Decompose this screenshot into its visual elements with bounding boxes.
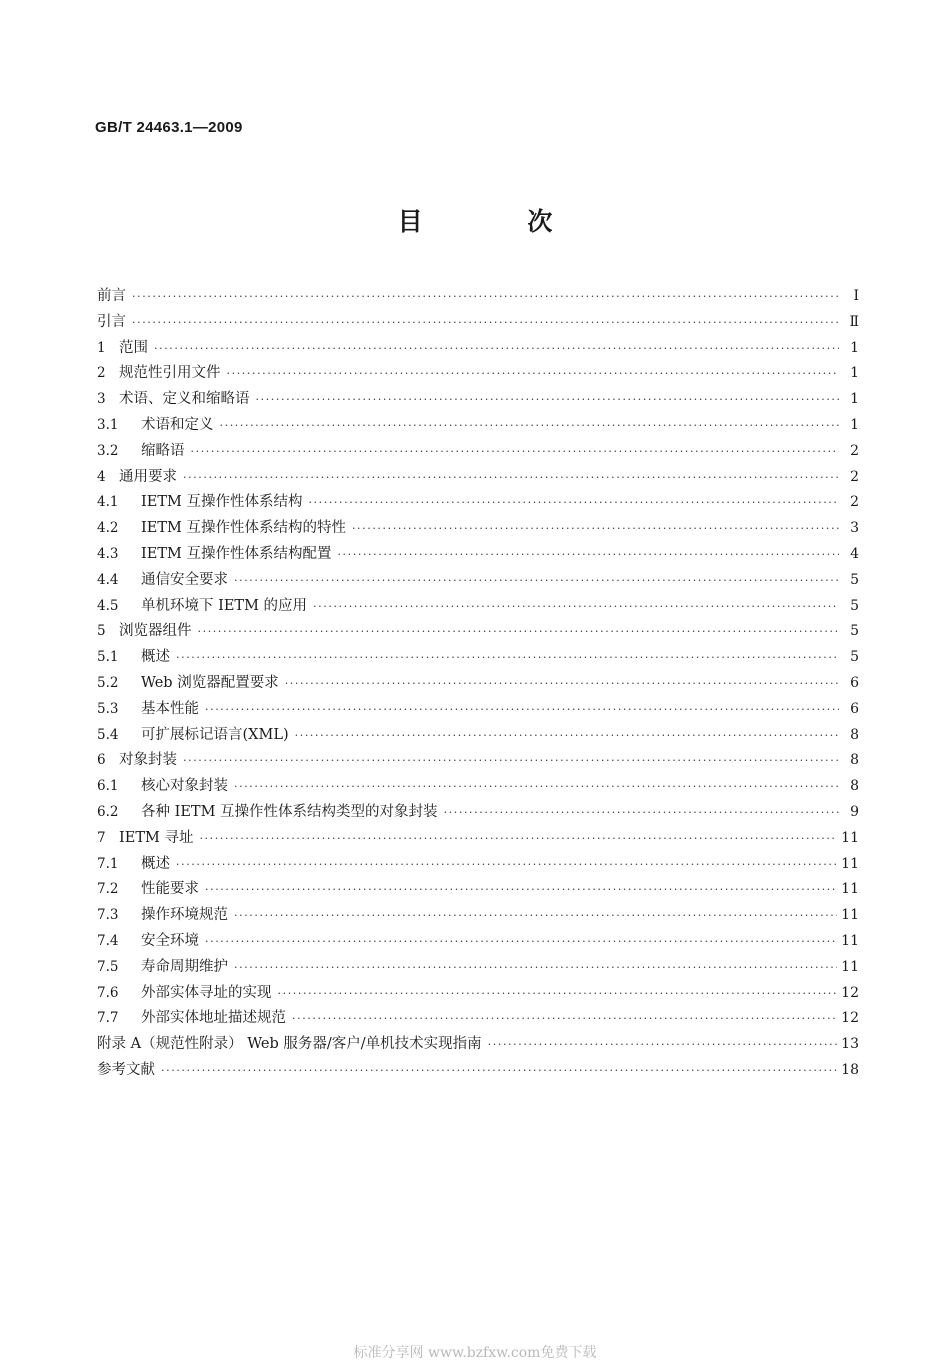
toc-dot-leader bbox=[352, 516, 839, 542]
toc-page-number: Ⅰ bbox=[853, 288, 859, 304]
toc-dot-leader bbox=[198, 619, 840, 645]
toc-section-title: 通信安全要求 bbox=[141, 571, 228, 588]
toc-dot-leader bbox=[444, 800, 839, 826]
toc-dot-leader bbox=[234, 568, 839, 594]
toc-section-number: 5.4 bbox=[97, 726, 119, 743]
toc-page-number: 2 bbox=[850, 494, 859, 511]
toc-entry[interactable] bbox=[97, 568, 859, 594]
toc-section-title: 引言 bbox=[97, 313, 126, 330]
toc-dot-leader bbox=[285, 671, 839, 697]
toc-section-title: IETM 互操作性体系结构的特性 bbox=[141, 520, 346, 537]
toc-section-title: 各种 IETM 互操作性体系结构类型的对象封装 bbox=[141, 803, 438, 820]
toc-entry[interactable] bbox=[97, 671, 859, 697]
toc-entry[interactable] bbox=[97, 852, 859, 878]
toc-section-number: 6 bbox=[97, 752, 106, 769]
toc-page-number: Ⅱ bbox=[849, 313, 859, 330]
toc-dot-leader bbox=[132, 284, 839, 310]
toc-section-number: 7.1 bbox=[97, 855, 119, 872]
toc-section-title: 术语和定义 bbox=[141, 416, 214, 433]
toc-dot-leader bbox=[199, 826, 837, 852]
toc-section-number: 7.5 bbox=[97, 958, 119, 975]
toc-section-title: 参考文献 bbox=[97, 1061, 155, 1078]
toc-section-title: Web 浏览器配置要求 bbox=[141, 674, 279, 691]
toc-section-number: 7.7 bbox=[97, 1010, 119, 1027]
toc-dot-leader bbox=[234, 774, 839, 800]
toc-entry[interactable] bbox=[97, 903, 859, 929]
toc-page-number: 9 bbox=[850, 803, 859, 820]
toc-page-number: 11 bbox=[841, 881, 859, 898]
toc-section-title: 外部实体寻址的实现 bbox=[141, 984, 272, 1001]
toc-entry[interactable] bbox=[97, 542, 859, 568]
toc-page-number: 5 bbox=[850, 571, 859, 588]
toc-dot-leader bbox=[234, 903, 837, 929]
toc-dot-leader bbox=[220, 413, 840, 439]
toc-dot-leader bbox=[313, 594, 839, 620]
toc-section-number: 3 bbox=[97, 391, 106, 408]
toc-entry[interactable] bbox=[97, 516, 859, 542]
toc-section-title: 外部实体地址描述规范 bbox=[141, 1010, 286, 1027]
toc-page-number: 11 bbox=[841, 829, 859, 846]
toc-section-number: 7.6 bbox=[97, 984, 119, 1001]
toc-section-number: 4.5 bbox=[97, 597, 119, 614]
toc-dot-leader bbox=[205, 697, 839, 723]
toc-section-number: 3.1 bbox=[97, 416, 119, 433]
toc-page-number: 1 bbox=[850, 339, 859, 356]
toc-dot-leader bbox=[183, 465, 839, 491]
toc-entry[interactable] bbox=[97, 1058, 859, 1084]
toc-dot-leader bbox=[488, 1032, 838, 1058]
toc-page-number: 11 bbox=[841, 855, 859, 872]
toc-entry[interactable] bbox=[97, 1006, 859, 1032]
toc-page-number: 3 bbox=[850, 520, 859, 537]
toc-section-title: 操作环境规范 bbox=[141, 907, 228, 924]
toc-page-number: 5 bbox=[850, 623, 859, 640]
toc-section-title: IETM 互操作性体系结构配置 bbox=[141, 545, 332, 562]
toc-dot-leader bbox=[292, 1006, 837, 1032]
toc-section-number: 7.4 bbox=[97, 932, 119, 949]
toc-entry[interactable] bbox=[97, 284, 859, 310]
toc-dot-leader bbox=[205, 929, 837, 955]
toc-dot-leader bbox=[278, 981, 838, 1007]
toc-page-number: 8 bbox=[850, 726, 859, 743]
toc-entry[interactable] bbox=[97, 619, 859, 645]
toc-section-title: 基本性能 bbox=[141, 700, 199, 717]
toc-section-title: 通用要求 bbox=[119, 468, 177, 485]
toc-dot-leader bbox=[161, 1058, 837, 1084]
toc-entry[interactable] bbox=[97, 955, 859, 981]
toc-entry[interactable] bbox=[97, 800, 859, 826]
toc-section-number: 4.1 bbox=[97, 494, 119, 511]
toc-section-number: 7.2 bbox=[97, 881, 119, 898]
toc-page-number: 1 bbox=[850, 365, 859, 382]
toc-section-number: 2 bbox=[97, 365, 106, 382]
toc-section-title: 核心对象封装 bbox=[141, 778, 228, 795]
toc-page-number: 5 bbox=[850, 597, 859, 614]
toc-dot-leader bbox=[234, 955, 837, 981]
toc-page-number: 1 bbox=[850, 391, 859, 408]
toc-entry[interactable] bbox=[97, 387, 859, 413]
toc-dot-leader bbox=[132, 310, 839, 336]
toc-entry[interactable] bbox=[97, 748, 859, 774]
toc-page-number: 2 bbox=[850, 442, 859, 459]
toc-section-number: 4.4 bbox=[97, 571, 119, 588]
toc-section-title: 概述 bbox=[141, 855, 170, 872]
toc-section-number: 7.3 bbox=[97, 907, 119, 924]
toc-section-title: 范围 bbox=[119, 339, 148, 356]
toc-page-number: 2 bbox=[850, 468, 859, 485]
toc-section-number: 5.3 bbox=[97, 700, 119, 717]
toc-section-number: 5.2 bbox=[97, 674, 119, 691]
toc-section-title: IETM 互操作性体系结构 bbox=[141, 494, 303, 511]
toc-entry[interactable] bbox=[97, 929, 859, 955]
toc-section-title: IETM 寻址 bbox=[119, 829, 194, 846]
toc-entry[interactable] bbox=[97, 1032, 859, 1058]
toc-dot-leader bbox=[337, 542, 839, 568]
toc-section-title: 附录 A（规范性附录） Web 服务器/客户/单机技术实现指南 bbox=[97, 1036, 482, 1053]
toc-page-number: 8 bbox=[850, 752, 859, 769]
toc-dot-leader bbox=[256, 387, 840, 413]
toc-page-number: 8 bbox=[850, 778, 859, 795]
toc-entry[interactable] bbox=[97, 413, 859, 439]
toc-page-number: 11 bbox=[841, 958, 859, 975]
toc-entry[interactable] bbox=[97, 981, 859, 1007]
toc-section-title: 单机环境下 IETM 的应用 bbox=[141, 597, 308, 614]
toc-section-number: 7 bbox=[97, 829, 106, 846]
toc-section-title: 对象封装 bbox=[119, 752, 177, 769]
standard-code: GB/T 24463.1—2009 bbox=[95, 119, 243, 136]
toc-section-number: 3.2 bbox=[97, 442, 119, 459]
toc-entry[interactable] bbox=[97, 310, 859, 336]
toc-page-number: 4 bbox=[850, 545, 859, 562]
toc-page-number: 11 bbox=[841, 907, 859, 924]
toc-section-number: 4.2 bbox=[97, 520, 119, 537]
toc-section-title: 性能要求 bbox=[141, 881, 199, 898]
toc-section-title: 前言 bbox=[97, 288, 126, 304]
toc-entry[interactable] bbox=[97, 439, 859, 465]
toc-dot-leader bbox=[205, 877, 837, 903]
watermark-text: 标准分享网 www.bzfxw.com免费下载 bbox=[353, 1345, 597, 1361]
toc-dot-leader bbox=[191, 439, 840, 465]
toc-entry[interactable] bbox=[97, 594, 859, 620]
toc-entry[interactable] bbox=[97, 490, 859, 516]
toc-entry[interactable] bbox=[97, 697, 859, 723]
toc-entry[interactable] bbox=[97, 645, 859, 671]
toc-section-number: 4.3 bbox=[97, 545, 119, 562]
toc-section-number: 6.2 bbox=[97, 803, 119, 820]
toc-entry[interactable] bbox=[97, 826, 859, 852]
toc-section-title: 术语、定义和缩略语 bbox=[119, 391, 250, 408]
toc-dot-leader bbox=[308, 490, 839, 516]
toc-page-number: 6 bbox=[850, 700, 859, 717]
toc-dot-leader bbox=[176, 645, 839, 671]
toc-entry[interactable] bbox=[97, 361, 859, 387]
toc-section-number: 4 bbox=[97, 468, 106, 485]
toc-entry[interactable] bbox=[97, 877, 859, 903]
toc-dot-leader bbox=[227, 361, 840, 387]
toc-entry[interactable] bbox=[97, 774, 859, 800]
toc-section-title: 规范性引用文件 bbox=[119, 365, 221, 382]
toc-section-number: 5 bbox=[97, 623, 106, 640]
toc-section-number: 5.1 bbox=[97, 649, 119, 666]
toc-page-number: 13 bbox=[841, 1036, 859, 1053]
toc-section-title: 缩略语 bbox=[141, 442, 185, 459]
toc-page-number: 1 bbox=[850, 416, 859, 433]
toc-entry[interactable] bbox=[97, 723, 859, 749]
toc-dot-leader bbox=[183, 748, 839, 774]
table-of-contents bbox=[97, 284, 859, 1084]
toc-section-number: 1 bbox=[97, 339, 106, 356]
toc-entry[interactable] bbox=[97, 336, 859, 362]
toc-page-number: 5 bbox=[850, 649, 859, 666]
toc-dot-leader bbox=[295, 723, 839, 749]
toc-page-number: 6 bbox=[850, 674, 859, 691]
toc-section-number: 6.1 bbox=[97, 778, 119, 795]
toc-page-number: 11 bbox=[841, 932, 859, 949]
toc-dot-leader bbox=[176, 852, 837, 878]
toc-section-title: 浏览器组件 bbox=[119, 623, 192, 640]
toc-dot-leader bbox=[154, 336, 839, 362]
toc-entry[interactable] bbox=[97, 465, 859, 491]
toc-section-title: 概述 bbox=[141, 649, 170, 666]
page-title: 目 次 bbox=[397, 207, 601, 236]
toc-page-number: 12 bbox=[841, 1010, 859, 1027]
toc-page-number: 18 bbox=[841, 1061, 859, 1078]
toc-section-title: 可扩展标记语言(XML) bbox=[141, 726, 289, 743]
toc-page-number: 12 bbox=[841, 984, 859, 1001]
toc-section-title: 寿命周期维护 bbox=[141, 958, 228, 975]
toc-section-title: 安全环境 bbox=[141, 932, 199, 949]
